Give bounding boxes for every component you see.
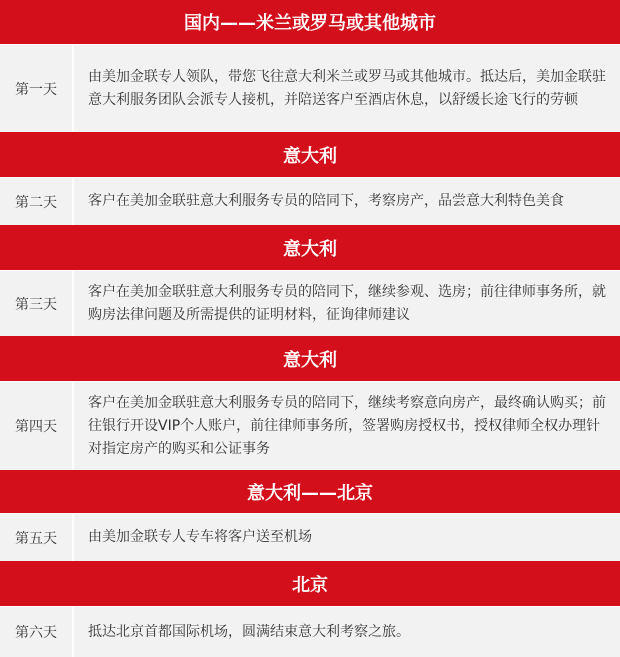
day-description-1: 由美加金联专人领队，带您飞往意大利米兰或罗马或其他城市。抵达后，美加金联驻意大利服务团队会派专人接机，并陪送客户至酒店休息，以舒缓长途飞行的劳顿 [88, 68, 606, 108]
day-row-4 [0, 381, 620, 470]
section-header-4: 意大利 [0, 336, 620, 381]
day-row-5 [0, 513, 620, 561]
section-header-5: 意大利——北京 [0, 470, 620, 513]
day-row-1 [0, 44, 620, 132]
day-row-6 [0, 606, 620, 657]
section-header-2: 意大利 [0, 132, 620, 177]
day-label-1: 第一天 [0, 45, 74, 132]
section-header-6: 北京 [0, 561, 620, 606]
day-row-3 [0, 270, 620, 336]
day-label-6: 第六天 [0, 607, 74, 657]
day-description-5: 由美加金联专人专车将客户送至机场 [88, 529, 312, 545]
day-label-2: 第二天 [0, 178, 74, 225]
section-header-3: 意大利 [0, 225, 620, 270]
day-label-4: 第四天 [0, 382, 74, 470]
day-description-4: 客户在美加金联驻意大利服务专员的陪同下，继续考察意向房产，最终确认购买；前往银行开设VIP个人账户，前往律师事务所，签署购房授权书，授权律师全权办理针对指定房产的购买和公证事务 [88, 394, 606, 457]
section-header-1: 国内——米兰或罗马或其他城市 [0, 0, 620, 44]
day-description-6: 抵达北京首都国际机场，圆满结束意大利考察之旅。 [88, 623, 410, 640]
day-row-2 [0, 177, 620, 225]
day-label-3: 第三天 [0, 271, 74, 336]
day-description-3: 客户在美加金联驻意大利服务专员的陪同下，继续参观、选房；前往律师事务所，就购房法律问题及所需提供的证明材料，征询律师建议 [88, 283, 606, 323]
day-description-2: 客户在美加金联驻意大利服务专员的陪同下，考察房产，品尝意大利特色美食 [88, 193, 564, 209]
day-label-5: 第五天 [0, 514, 74, 561]
